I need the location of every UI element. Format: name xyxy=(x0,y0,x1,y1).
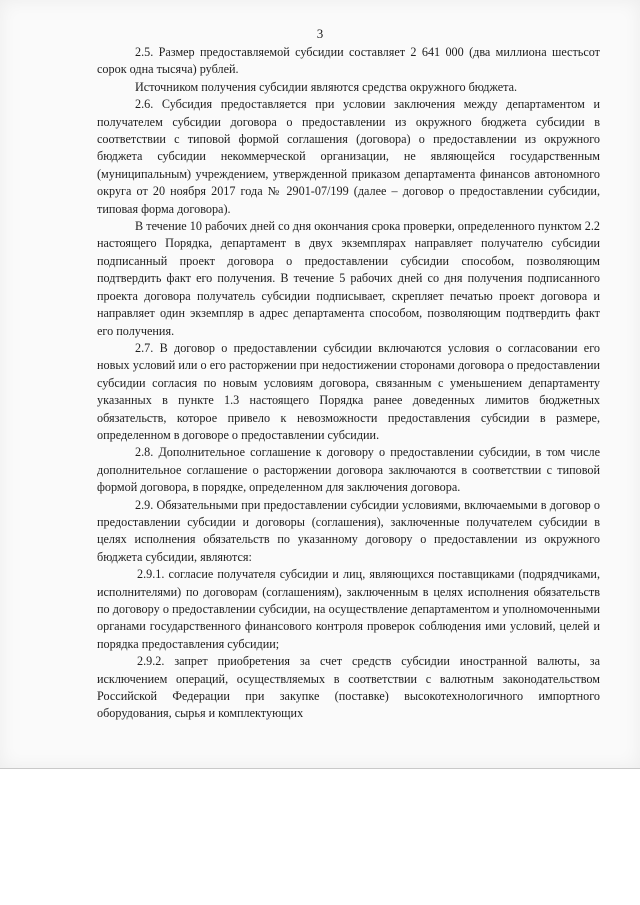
paragraph-2-9: 2.9. Обязательными при предоставлении субсидии условиями, включаемыми в договор о предоставлении субсидии и договоры (соглашения), заключенные получателем субсидии в целях исполнения обязательств по указанному договору о предоставлении из окружного бюджета субсидии, являются: xyxy=(97,497,600,564)
paragraph-2-9-2: 2.9.2. запрет приобретения за счет средств субсидии иностранной валюты, за исключением операций, осуществляемых в соответствии с валютным законодательством Российской Федерации при закупке (поставке) высокотехнологичного импортного оборудования, сырья и комплектующих xyxy=(97,654,600,721)
paragraph-2-7: 2.7. В договор о предоставлении субсидии включаются условия о согласовании его новых условий или о его расторжении при недостижении сторонами договора о предоставлении субсидии согласия по новым условиям договора, связанным с уменьшением департаменту указанных в пункте 1.3 настоящего Порядка ранее доведенных лимитов бюджетных обязательств, которое привело к невозможности предоставления субсидии в размере, определенном в договоре о предоставлении субсидии. xyxy=(97,340,600,442)
paragraph-2-9-1: 2.9.1. согласие получателя субсидии и лиц, являющихся поставщиками (подрядчиками, исполнителями) по договорам (соглашениям), заключенным в целях исполнения обязательств по договору о предоставлении субсидии, на осуществление департаментом и уполномоченными органами государственного финансового контроля проверок соблюдения ими условий, целей и порядка предоставления субсидии; xyxy=(97,567,600,651)
page-number: 3 xyxy=(316,26,324,41)
paragraph-funding-source: Источником получения субсидии являются средства окружного бюджета. xyxy=(135,79,518,94)
paragraph-2-6: 2.6. Субсидия предоставляется при условии заключения между департаментом и получателем субсидии договора о предоставлении из окружного бюджета субсидии в соответствии с типовой формой соглашения (договора) о предоставлении из окружного бюджета субсидии некоммерческой организации, не являющейся государственным (муниципальным) учреждением, утвержденной приказом департамента финансов автономного округа от 20 ноября 2017 года № 2901-07/199 (далее – договор о предоставлении субсидии, типовая форма договора). xyxy=(97,97,600,216)
paragraph-2-8: 2.8. Дополнительное соглашение к договору о предоставлении субсидии, в том числе дополнительное соглашение о расторжении договора заключаются в соответствии с типовой формой договора, в порядке, определенном для заключения договора. xyxy=(97,445,600,495)
paragraph-contract-timing: В течение 10 рабочих дней со дня окончания срока проверки, определенного пунктом 2.2 настоящего Порядка, департамент в двух экземплярах направляет получателю субсидии подписанный проект договора о предоставлении субсидии способом, позволяющим подтвердить факт его получения. В течение 5 рабочих дней со дня получения подписанного проекта договора получатель субсидии подписывает, скрепляет печатью проект договора и направляет один экземпляр в адрес департамента способом, позволяющим подтвердить факт его получения. xyxy=(97,219,600,338)
paragraph-2-5: 2.5. Размер предоставляемой субсидии составляет 2 641 000 (два миллиона шестьсот сорок одна тысяча) рублей. xyxy=(97,45,600,77)
document-body xyxy=(97,44,600,723)
blank-area xyxy=(0,769,640,905)
